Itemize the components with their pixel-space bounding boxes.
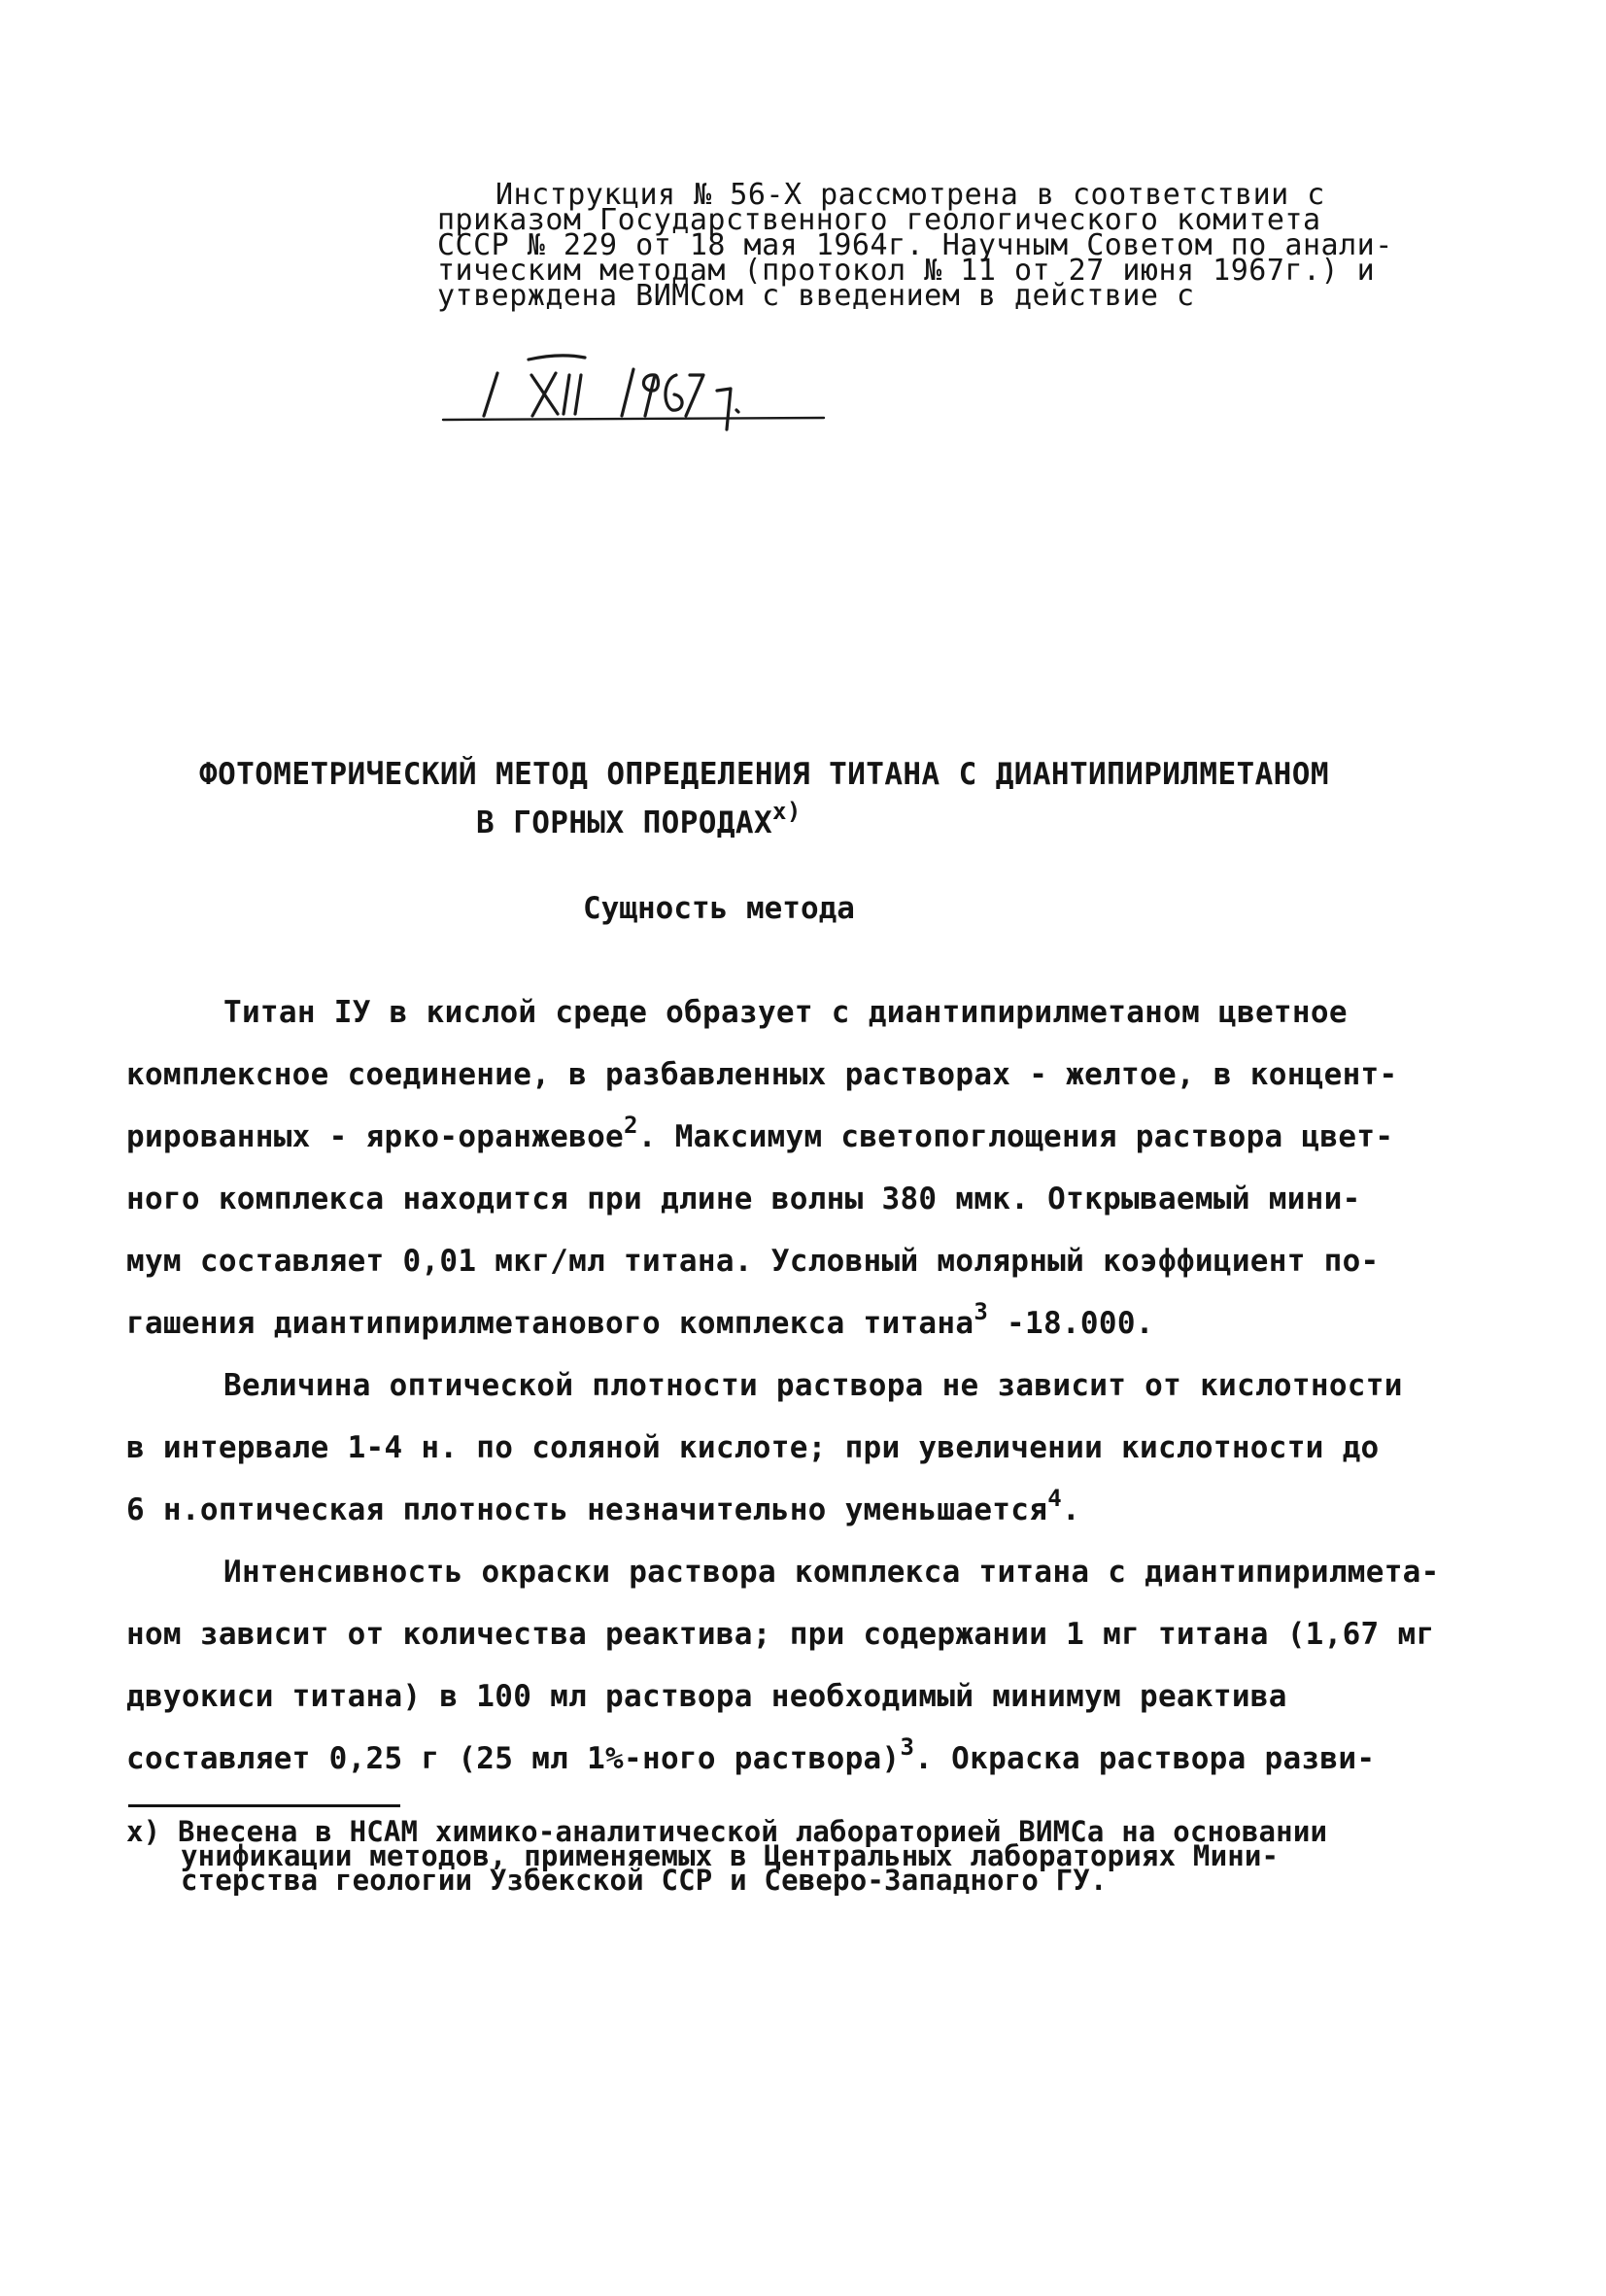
line-text: . xyxy=(1061,1492,1080,1527)
paragraph-line: двуокиси титана) в 100 мл раствора необходимый минимум реактива xyxy=(126,1679,1287,1714)
reference-mark: 4 xyxy=(1047,1485,1062,1512)
paragraph-line: комплексное соединение, в разбавленных растворах - желтое, в концент- xyxy=(126,1057,1398,1092)
line-text: рированных - ярко-оранжевое xyxy=(126,1119,625,1154)
approval-line: тическим методам (протокол № 11 от 27 июня 1967г.) и xyxy=(437,254,1376,288)
paragraph-line xyxy=(126,1106,1486,1168)
line-text: 6 н.оптическая плотность незначительно уменьшается xyxy=(126,1492,1048,1527)
footnote-mark: х) xyxy=(772,798,802,825)
body-text xyxy=(126,981,1486,1790)
approval-line: Инструкция № 56-Х рассмотрена в соответствии с xyxy=(495,178,1325,212)
line-text: . Окраска раствора разви- xyxy=(914,1741,1376,1776)
reference-mark: 3 xyxy=(974,1298,989,1325)
section-heading: Сущность метода xyxy=(583,891,855,926)
paragraph-line: ном зависит от количества реактива; при содержании 1 мг титана (1,67 мг xyxy=(126,1617,1435,1652)
paragraph-line xyxy=(126,1728,1486,1790)
document-title xyxy=(199,750,1462,847)
paragraph-line: Величина оптической плотности раствора не зависит от кислотности xyxy=(223,1368,1403,1403)
paragraph-line: Титан IУ в кислой среде образует с диантипирилметаном цветное xyxy=(223,995,1348,1030)
footnote-divider xyxy=(128,1804,400,1807)
approval-notice xyxy=(437,178,1486,313)
paragraph-line: ного комплекса находится при длине волны 380 ммк. Открываемый мини- xyxy=(126,1182,1361,1217)
approval-line: приказом Государственного геологического комитета xyxy=(437,203,1321,237)
reference-mark: 3 xyxy=(900,1733,915,1761)
paragraph-line xyxy=(126,1479,1486,1541)
approval-line: утверждена ВИМСом с введением в действие с xyxy=(437,279,1195,313)
line-text: гашения диантипирилметанового комплекса титана xyxy=(126,1306,974,1341)
title-line-2 xyxy=(199,799,1462,847)
paragraph-line: Интенсивность окраски раствора комплекса титана с диантипирилмета- xyxy=(223,1555,1440,1590)
paragraph-line xyxy=(126,1292,1486,1354)
paragraph-line: в интервале 1-4 н. по соляной кислоте; при увеличении кислотности до xyxy=(126,1430,1380,1465)
title-line-1: ФОТОМЕТРИЧЕСКИЙ МЕТОД ОПРЕДЕЛЕНИЯ ТИТАНА С ДИАНТИПИРИЛМЕТАНОМ xyxy=(199,757,1329,792)
handwritten-date xyxy=(439,346,828,439)
line-text: -18.000. xyxy=(988,1306,1154,1341)
line-text: . Максимум светопоглощения раствора цвет- xyxy=(637,1119,1394,1154)
paragraph-line: мум составляет 0,01 мкг/мл титана. Условный молярный коэффициент по- xyxy=(126,1244,1380,1279)
line-text: составляет 0,25 г (25 мл 1%-ного раствора) xyxy=(126,1741,901,1776)
approval-line: СССР № 229 от 18 мая 1964г. Научным Советом по анали- xyxy=(437,228,1393,262)
footnote xyxy=(126,1815,1506,1897)
footnote-line: стерства геологии Узбекской ССР и Северо-Западного ГУ. xyxy=(181,1864,1108,1897)
footnote-line: х) Внесена в НСАМ химико-аналитической лабораторией ВИМСа на основании xyxy=(126,1815,1328,1848)
footnote-line: унификации методов, применяемых в Центральных лабораториях Мини- xyxy=(181,1839,1280,1872)
title-line-2-text: В ГОРНЫХ ПОРОДАХ xyxy=(476,805,773,840)
reference-mark: 2 xyxy=(624,1112,638,1139)
